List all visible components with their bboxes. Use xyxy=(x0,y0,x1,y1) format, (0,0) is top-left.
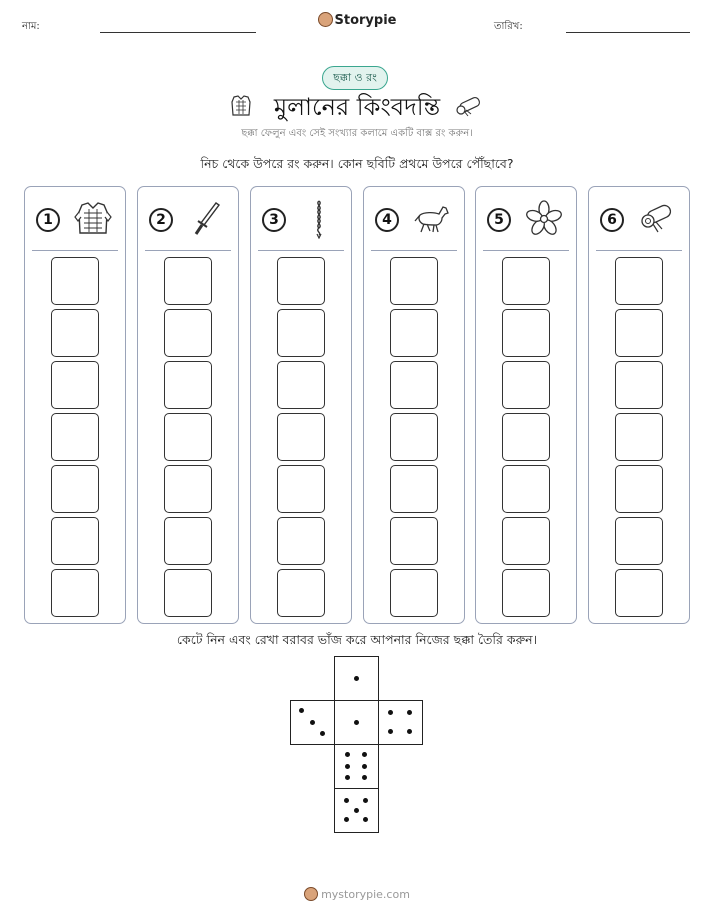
color-box[interactable] xyxy=(277,413,325,461)
column-number: 6 xyxy=(600,208,624,232)
column-number: 2 xyxy=(149,208,173,232)
sword-icon xyxy=(186,199,226,239)
column-number: 5 xyxy=(487,208,511,232)
column-divider xyxy=(145,250,231,251)
die-face xyxy=(290,700,335,745)
color-box[interactable] xyxy=(51,517,99,565)
name-line[interactable] xyxy=(100,32,256,33)
color-box[interactable] xyxy=(390,257,438,305)
die-pip xyxy=(345,752,350,757)
die-face xyxy=(334,700,379,745)
color-box[interactable] xyxy=(390,361,438,409)
flower-icon xyxy=(524,199,564,239)
column-5 xyxy=(475,186,577,624)
subtitle: ছক্কা ফেলুন এবং সেই সংখ্যার কলামে একটি বাক্স রং করুন। xyxy=(241,128,473,139)
brand-name: Storypie xyxy=(334,13,397,28)
color-box[interactable] xyxy=(51,309,99,357)
color-box[interactable] xyxy=(277,257,325,305)
color-box[interactable] xyxy=(502,361,550,409)
column-divider xyxy=(371,250,457,251)
name-label: নাম: xyxy=(22,21,40,32)
color-box[interactable] xyxy=(615,569,663,617)
cut-instruction: কেটে নিন এবং রেখা বরাবর ভাঁজ করে আপনার নিজের ছক্কা তৈরি করুন। xyxy=(176,632,538,647)
storypie-logo-icon xyxy=(304,887,318,901)
date-label: তারিখ: xyxy=(494,21,523,32)
color-box[interactable] xyxy=(51,413,99,461)
date-line[interactable] xyxy=(566,32,690,33)
color-box[interactable] xyxy=(51,465,99,513)
brand xyxy=(0,12,714,28)
die-pip xyxy=(354,808,359,813)
column-header xyxy=(589,187,689,251)
die-pip xyxy=(354,676,359,681)
horse-icon xyxy=(412,199,452,239)
color-box[interactable] xyxy=(51,569,99,617)
column-header xyxy=(138,187,238,251)
die-pip xyxy=(388,710,393,715)
color-box[interactable] xyxy=(277,569,325,617)
column-3 xyxy=(250,186,352,624)
scroll-icon xyxy=(454,95,486,117)
scroll-icon xyxy=(637,199,677,239)
die-pip xyxy=(407,729,412,734)
die-face xyxy=(334,744,379,789)
page-title: মুলানের কিংবদন্তি xyxy=(273,93,441,121)
column-header xyxy=(25,187,125,251)
column-4 xyxy=(363,186,465,624)
column-1 xyxy=(24,186,126,624)
color-box[interactable] xyxy=(615,361,663,409)
color-box[interactable] xyxy=(277,361,325,409)
color-box[interactable] xyxy=(164,465,212,513)
color-box[interactable] xyxy=(277,517,325,565)
color-box[interactable] xyxy=(502,309,550,357)
color-box[interactable] xyxy=(615,309,663,357)
color-box[interactable] xyxy=(390,413,438,461)
color-box[interactable] xyxy=(390,569,438,617)
die-pip xyxy=(310,720,315,725)
column-divider xyxy=(483,250,569,251)
die-pip xyxy=(362,752,367,757)
storypie-logo-icon xyxy=(318,12,333,27)
column-divider xyxy=(32,250,118,251)
column-header xyxy=(364,187,464,251)
die-pip xyxy=(345,764,350,769)
color-box[interactable] xyxy=(615,413,663,461)
die-pip xyxy=(388,729,393,734)
category-badge: ছক্কা ও রং xyxy=(322,66,388,90)
die-pip xyxy=(345,775,350,780)
die-face xyxy=(334,788,379,833)
column-2 xyxy=(137,186,239,624)
column-header xyxy=(251,187,351,251)
die-face xyxy=(378,700,423,745)
die-pip xyxy=(320,731,325,736)
color-box[interactable] xyxy=(502,257,550,305)
column-6 xyxy=(588,186,690,624)
color-box[interactable] xyxy=(390,309,438,357)
color-box[interactable] xyxy=(164,413,212,461)
color-box[interactable] xyxy=(615,257,663,305)
die-pip xyxy=(362,775,367,780)
die-pip xyxy=(344,817,349,822)
die-pip xyxy=(363,817,368,822)
column-divider xyxy=(258,250,344,251)
column-divider xyxy=(596,250,682,251)
color-box[interactable] xyxy=(390,517,438,565)
color-box[interactable] xyxy=(164,569,212,617)
die-pip xyxy=(363,798,368,803)
column-header xyxy=(476,187,576,251)
color-box[interactable] xyxy=(277,309,325,357)
footer xyxy=(0,887,714,901)
color-box[interactable] xyxy=(502,569,550,617)
braid-icon xyxy=(299,199,339,239)
column-number: 3 xyxy=(262,208,286,232)
die-pip xyxy=(344,798,349,803)
die-pip xyxy=(354,720,359,725)
color-box[interactable] xyxy=(164,257,212,305)
color-box[interactable] xyxy=(164,361,212,409)
footer-url[interactable]: mystorypie.com xyxy=(321,888,410,901)
die-pip xyxy=(407,710,412,715)
color-box[interactable] xyxy=(277,465,325,513)
color-box[interactable] xyxy=(390,465,438,513)
armor-icon xyxy=(228,93,254,119)
die-pip xyxy=(299,708,304,713)
color-box[interactable] xyxy=(502,465,550,513)
die-face xyxy=(334,656,379,701)
color-box[interactable] xyxy=(164,517,212,565)
column-number: 4 xyxy=(375,208,399,232)
color-box[interactable] xyxy=(164,309,212,357)
color-box[interactable] xyxy=(51,257,99,305)
instruction: নিচ থেকে উপরে রং করুন। কোন ছবিটি প্রথমে উপরে পৌঁছাবে? xyxy=(200,156,514,171)
color-box[interactable] xyxy=(51,361,99,409)
color-box[interactable] xyxy=(615,517,663,565)
color-box[interactable] xyxy=(502,413,550,461)
color-box[interactable] xyxy=(615,465,663,513)
armor-icon xyxy=(73,199,113,239)
color-box[interactable] xyxy=(502,517,550,565)
die-pip xyxy=(362,764,367,769)
column-number: 1 xyxy=(36,208,60,232)
